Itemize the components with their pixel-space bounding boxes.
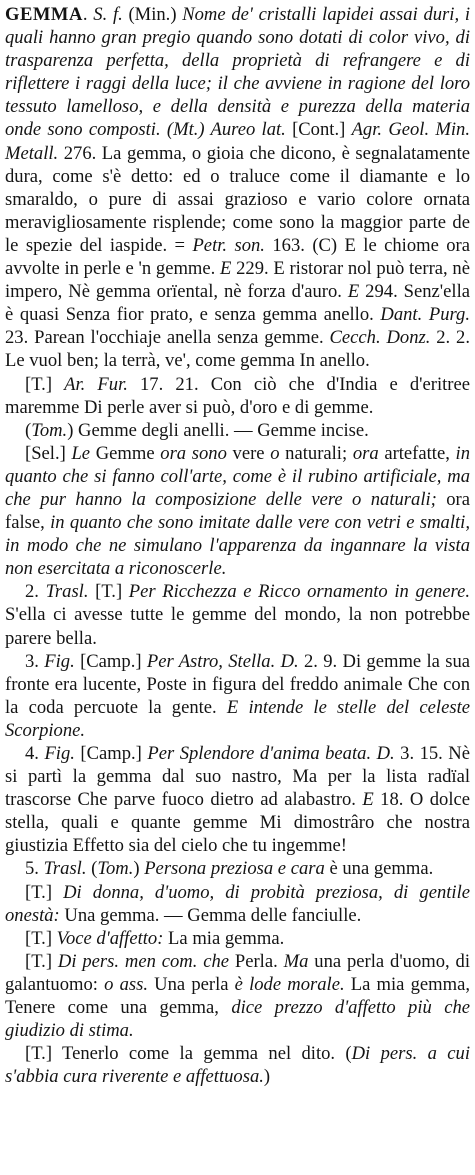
text-run: dice prezzo d'affetto più che giudizio di stima. <box>5 997 470 1042</box>
text-run: Fig. <box>44 743 75 764</box>
text-run: Tom. <box>31 419 68 441</box>
entry-subsense <box>5 373 470 419</box>
entry-subsense <box>5 950 470 1042</box>
text-run: Le <box>71 442 91 464</box>
entry-subsense <box>5 1042 470 1088</box>
text-run: Di pers. a cui s'abbia cura riverente e affettuosa. <box>5 1043 470 1088</box>
text-run: 2. <box>25 581 46 603</box>
text-run: Nome de' cristalli lapidei assai duri, i quali hanno gran pregio quando sono dotati di color vivo, di trasparenza perfetta, della proprietà di refrangere e di riflettere i raggi della luce; il che avviene in ragione del loro tessuto lamelloso, e della densità e purezza della materia onde sono composti. (Mt.) Aureo lat. <box>5 4 470 141</box>
text-run: Gemme <box>90 442 161 464</box>
text-run: 276. La gemma, o gioia che dicono, è segnalatamente dura, come s'è detto: ed o traluce come il diamante e lo smaraldo, o pure di assai grazioso e vario colore ornata meravigliosamente risplende; come sono la maggior parte de le spezie del iaspide. = <box>5 142 470 256</box>
text-run: Fig. <box>44 650 75 672</box>
text-run: La mia gemma, Tenere come una gemma, <box>5 973 470 1019</box>
text-run: ) Gemme degli anelli. — Gemme incise. <box>67 419 369 441</box>
text-run: . <box>82 4 94 25</box>
entry-definition <box>5 3 470 373</box>
text-run: [T.] <box>25 881 64 903</box>
text-run: E <box>220 258 232 280</box>
text-run: Trasl. <box>43 858 87 880</box>
text-run: 18. O dolce stella, quali e quante gemme Mi dimostrâro che nostra giustizia Effetto sia del cielo che tu ingemme! <box>5 789 470 857</box>
text-run: Per Splendore d'anima beata. D. <box>147 743 395 764</box>
text-run: vere <box>226 442 271 464</box>
headword: GEMMA <box>5 4 83 25</box>
text-run: ) <box>133 858 145 880</box>
dictionary-entry-gemma <box>5 3 470 1088</box>
text-run: Dant. Purg. <box>380 304 470 326</box>
text-run: 2. 2. Le vuol ben; la terrà, ve', come gemma In anello. <box>5 327 470 372</box>
text-run: [T.] <box>25 927 57 949</box>
text-run: Cecch. Donz. <box>329 327 431 349</box>
text-run: ( <box>25 419 32 441</box>
text-run: Trasl. <box>45 581 89 603</box>
text-run: in quanto che si fanno coll'arte, come è il rubino artificiale, ma che pur hanno la composizione delle vere o naturali; <box>5 442 470 510</box>
text-run: ora false, <box>5 488 471 534</box>
entry-subsense <box>5 742 470 857</box>
text-run: 23. Parean l'occhiaje anella senza gemme. <box>5 327 330 349</box>
text-run: è una gemma. <box>324 858 434 880</box>
text-run: Per Astro, Stella. D. <box>146 650 299 672</box>
text-run: 5. <box>25 858 44 880</box>
text-run: naturali; <box>279 442 353 464</box>
entry-subsense <box>5 857 470 880</box>
text-run: E <box>362 789 374 811</box>
text-run: ora sono <box>160 442 227 464</box>
text-run: Petr. son. <box>192 234 265 256</box>
text-run: o <box>270 442 280 464</box>
text-run: ora <box>352 442 379 464</box>
text-run: 2. 9. Di gemme la sua fronte era lucente, Poste in figura del freddo animale Che con la coda percuote la gente. <box>5 650 471 718</box>
text-run: Perla. <box>229 950 284 972</box>
text-run: Ma <box>283 950 309 972</box>
text-run: artefatte, <box>378 442 456 464</box>
text-run: [T.] Tenerlo come la gemma nel dito. ( <box>25 1043 352 1065</box>
text-run: [Camp.] <box>74 743 148 764</box>
text-run: ) <box>263 1066 271 1088</box>
text-run: 3. 15. Nè si partì la gemma dal suo nastro, Ma per la lista radïal trascorse Che parve fuoco dietro ad alabastro. <box>5 743 470 811</box>
text-run: [T.] <box>25 373 65 395</box>
text-run: Una perla <box>148 973 235 995</box>
entry-subsense <box>5 419 470 442</box>
text-run: E <box>347 281 360 303</box>
text-run: o ass. <box>104 973 149 995</box>
text-run: E intende le stelle del celeste Scorpione. <box>5 696 470 741</box>
text-run: Voce d'affetto: <box>56 927 164 949</box>
text-run: [Camp.] <box>74 650 147 672</box>
text-run: 17. 21. Con ciò che d'India e d'eritree maremme Di perle aver si può, d'oro e di gemme. <box>5 373 470 418</box>
entry-subsense <box>5 442 470 581</box>
text-run: in quanto che sono imitate dalle vere con vetri e smalti, in modo che ne simulano l'apparenza da ingannare la vista non esercitata a riconoscerle. <box>5 512 470 580</box>
text-run: Agr. Geol. Min. Metall. <box>5 119 470 164</box>
text-run: ( <box>86 858 98 880</box>
text-run: 4. <box>25 743 45 764</box>
entry-subsense <box>5 650 470 742</box>
text-run: 229. E ristorar nol può terra, nè impero, Nè gemma orïental, nè forza d'auro. <box>5 258 470 303</box>
entry-subsense <box>5 927 470 950</box>
text-run: 294. Senz'ella è quasi Senza fior prato, e senza gemma anello. <box>5 281 470 326</box>
text-run: Una gemma. — Gemma delle fanciulle. <box>59 904 362 926</box>
entry-subsense <box>5 881 470 927</box>
text-run: 3. <box>25 650 45 672</box>
text-run: [T.] <box>25 950 58 972</box>
text-run: (Min.) <box>122 4 183 25</box>
text-run: Per Ricchezza e Ricco ornamento in genere. <box>128 581 470 603</box>
text-run: Di donna, d'uomo, di probità preziosa, di gentile onestà: <box>5 881 470 926</box>
text-run: Ar. Fur. <box>64 373 128 395</box>
text-run: [T.] <box>88 581 129 603</box>
text-run: una perla d'uomo, di galantuomo: <box>5 950 471 995</box>
text-run: Tom. <box>97 858 134 880</box>
text-run: [Cont.] <box>285 119 352 141</box>
text-run: 163. (C) E le chiome ora avvolte in perle e 'n gemme. <box>5 234 470 280</box>
text-run: Persona preziosa e cara <box>144 858 325 880</box>
text-run: è lode morale. <box>234 973 345 995</box>
text-run: S'ella ci avesse tutte le gemme del mondo, la non potrebbe parere bella. <box>5 604 470 649</box>
text-run: S. f. <box>93 4 123 25</box>
entry-subsense <box>5 580 470 649</box>
text-run: [Sel.] <box>25 442 72 464</box>
text-run: Di pers. men com. che <box>57 950 230 972</box>
text-run: La mia gemma. <box>163 927 285 949</box>
